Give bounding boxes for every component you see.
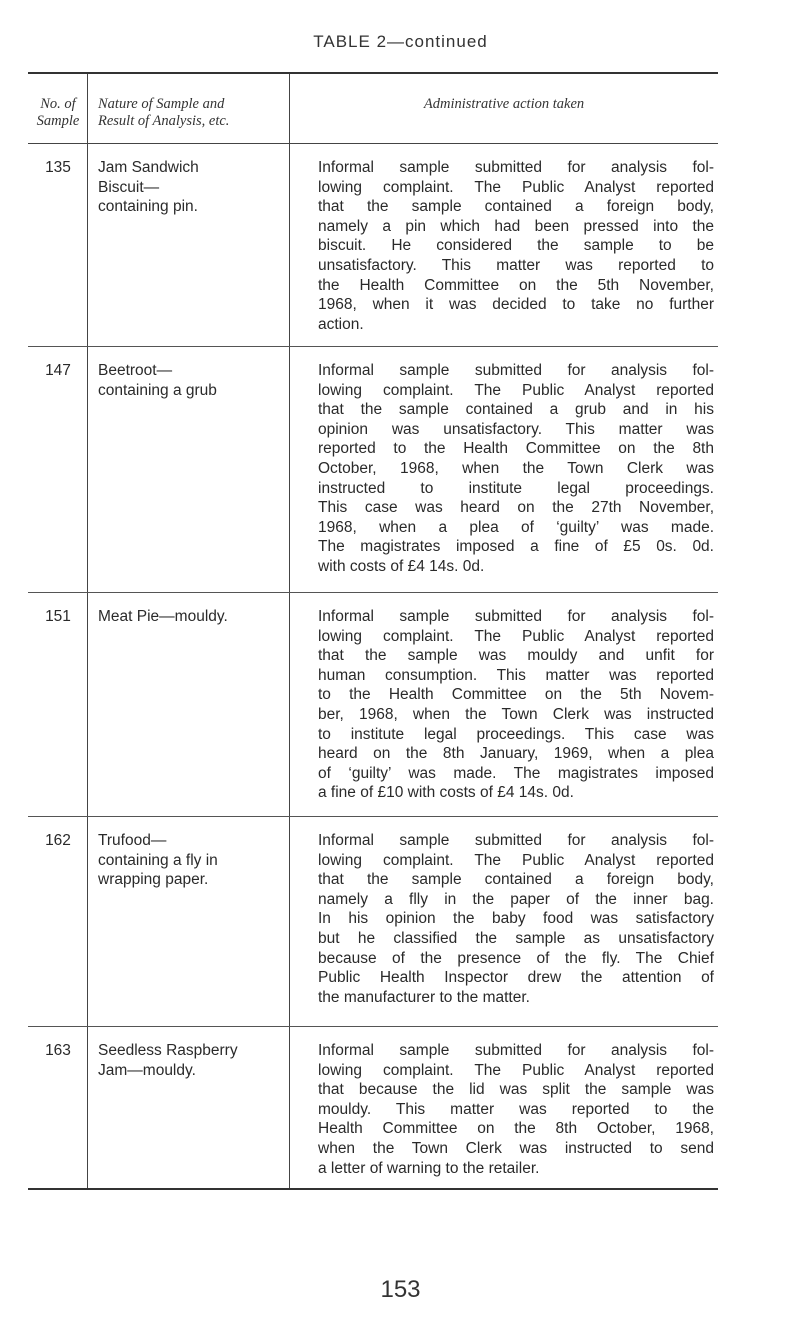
table-row bbox=[28, 817, 718, 1027]
table-row bbox=[28, 144, 718, 347]
sample-nature: Seedless Raspberry Jam—mouldy. bbox=[98, 1042, 238, 1079]
sample-number: 147 bbox=[45, 362, 71, 379]
sample-nature: Meat Pie—mouldy. bbox=[98, 608, 228, 625]
sample-number: 162 bbox=[45, 832, 71, 849]
table-row bbox=[28, 593, 718, 817]
header-nature-of-sample: Nature of Sample and Result of Analysis, etc. bbox=[98, 96, 230, 129]
header-administrative-action: Administrative action taken bbox=[423, 96, 585, 112]
administrative-action: Informal sample submitted for analysis fol- lowing complaint. The Public Analyst reported that the sample contained a grub and in his opinion was unsatisfactory. This matter was reported to the Health Committee on the 8th October, 1968, when the Town Clerk was instructed to institute legal proceedings. This case was heard on the 27th November, 1968, when a plea of ‘guilty’ was made. The magistrates imposed a fine of £5 0s. 0d. with costs of £4 14s. 0d. bbox=[318, 362, 714, 575]
table-header bbox=[28, 74, 718, 144]
table-row bbox=[28, 347, 718, 593]
sample-nature: Trufood— containing a fly in wrapping paper. bbox=[98, 832, 218, 889]
administrative-action: Informal sample submitted for analysis fol- lowing complaint. The Public Analyst reported that the sample contained a foreign body, namely a flly in the paper of the inner bag. In his opinion the baby food was satisfactory but he classified the sample as unsatisfactory because of the presence of the fly. The Chief Public Health Inspector drew the attention of the manufacturer to the matter. bbox=[318, 832, 714, 1006]
sample-nature: Jam Sandwich Biscuit— containing pin. bbox=[98, 159, 199, 216]
sample-number: 135 bbox=[45, 159, 71, 176]
sample-number: 163 bbox=[45, 1042, 71, 1059]
header-sample-number: No. of Sample bbox=[36, 96, 80, 129]
table-row bbox=[28, 1027, 718, 1188]
table-caption: TABLE 2—continued bbox=[313, 32, 488, 51]
samples-table bbox=[28, 72, 718, 1190]
page-number: 153 bbox=[380, 1276, 421, 1303]
sample-nature: Beetroot— containing a grub bbox=[98, 362, 217, 399]
administrative-action: Informal sample submitted for analysis fol- lowing complaint. The Public Analyst reported that the sample was mouldy and unfit for human consumption. This matter was reported to the Health Committee on the 5th Novem- ber, 1968, when the Town Clerk was instructed to institute legal proceedings. This case was heard on the 8th January, 1969, when a plea of ‘guilty’ was made. The magistrates imposed a fine of £10 with costs of £4 14s. 0d. bbox=[318, 608, 714, 802]
administrative-action: Informal sample submitted for analysis fol- lowing complaint. The Public Analyst reported that the sample contained a foreign body, namely a pin which had been pressed into the biscuit. He considered the sample to be unsatisfactory. This matter was reported to the Health Committee on the 5th November, 1968, when it was decided to take no further action. bbox=[318, 159, 714, 333]
administrative-action: Informal sample submitted for analysis fol- lowing complaint. The Public Analyst reported that because the lid was split the sample was mouldy. This matter was reported to the Health Committee on the 8th October, 1968, when the Town Clerk was instructed to send a letter of warning to the retailer. bbox=[318, 1042, 714, 1177]
sample-number: 151 bbox=[45, 608, 71, 625]
